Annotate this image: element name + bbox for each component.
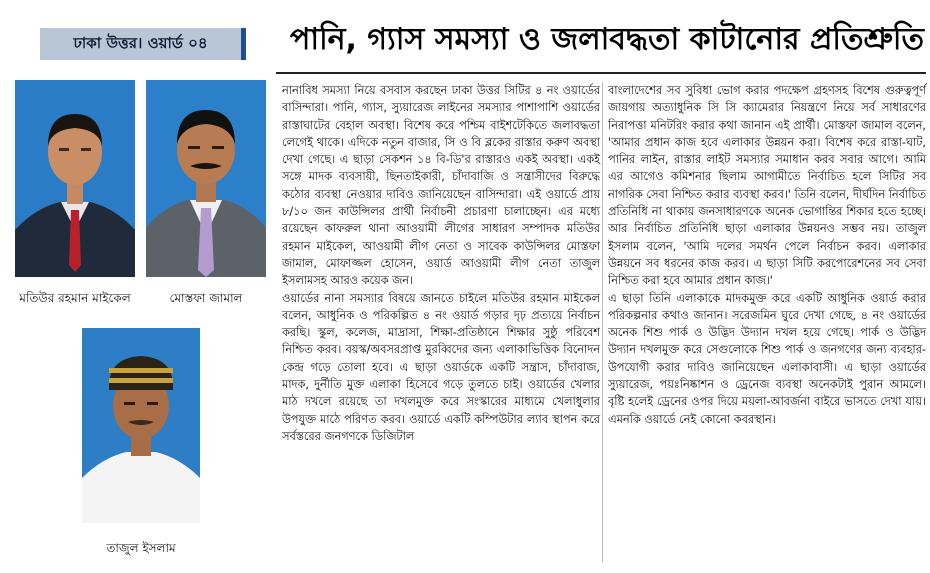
- section-tag: ঢাকা উত্তর। ওয়ার্ড ০৪: [40, 28, 246, 60]
- headline-rule: [276, 72, 926, 74]
- caption-photo-2: মোস্তফা জামাল: [169, 291, 243, 305]
- column-divider: [602, 82, 603, 562]
- article-paragraph: ওয়ার্ডের নানা সমস্যার বিষয়ে জানতে চাইলে মতিউর রহমান মাইকেল বলেন, আধুনিক ও পরিকল্পিত ৪ নং ওয়ার্ড গড়ার দৃঢ় প্রত্যয়ে নির্বাচন করছি। স্কুল, কলেজ, মাদ্রাসা, শিক্ষা-প্রতিষ্ঠানে শিক্ষার সুষ্ঠু পরিবেশ নিশ্চিত করব। বয়স্ক/অবসরপ্রাপ্ত মুরব্বিদের জন্য এলাকাভিত্তিক বিনোদন কেন্দ্র গড়ে তোলা হবে। এ ছাড়া ওয়ার্ডকে একটি সন্ত্রাস, চাঁদাবাজ, মাদক, দুর্নীতি মুক্ত এলাকা হিসেবে গড়ে তুলতে চাই। ওয়ার্ডের খেলার মাঠ দখলে রয়েছে তা দখলমুক্ত করে সংস্কারের মাধ্যমে খেলাধুলার উপযুক্ত মাঠে পরিণত করব। ওয়ার্ডে একটি কম্পিউটার ল্যাব স্থাপন করে সর্বস্তরের জনগণকে ডিজিটাল: [282, 291, 600, 443]
- photo-mostofa-jamal: [146, 80, 266, 277]
- article-column-1: [282, 82, 600, 445]
- photo-tajul-islam: [82, 328, 200, 523]
- article-column-2: [608, 82, 926, 428]
- portrait-1-graphic: [15, 80, 135, 277]
- headline: পানি, গ্যাস সমস্যা ও জলাবদ্ধতা কাটানোর প্রতিশ্রুতি: [290, 21, 924, 57]
- article-paragraph: বাংলাদেশের সব সুবিধা ভোগ করার পদক্ষেপ গ্রহণসহ বিশেষ গুরুত্বপূর্ণ জায়গায় অত্যাধুনিক সি সি ক্যামেরার নিয়ন্ত্রণে নিয়ে সর্ব সাধারণের নিরাপত্তা মনিটরিং করার কথা জানান এই প্রার্থী। মোস্তফা জামাল বলেন, 'আমার প্রধান কাজ হবে এলাকার উন্নয়ন করা। বিশেষ করে রাস্তা-ঘাট, পানির লাইন, রাস্তার লাইট সমস্যার সমাধান করব সবার আগে। আমি এর আগেও কমিশনার ছিলাম আগামীতে নির্বাচিত হলে সিটির সব নাগরিক সেবা নিশ্চিত করার ব্যবস্থা করব।' তিনি বলেন, দীর্ঘদিন নির্বাচিত প্রতিনিধি না থাকায় জনসাধারণকে অনেক ভোগান্তির শিকার হতে হচ্ছে। আর নির্বাচিত প্রতিনিধি ছাড়া এলাকার উন্নয়নও সম্ভব নয়। তাজুল ইসলাম বলেন, 'আমি দলের সমর্থন পেলে নির্বাচন করব। এলাকার উন্নয়নে সব ধরনের কাজ করব। এ ছাড়া সিটি করপোরেশনের সব সেবা নিশ্চিত করা হবে আমার প্রধান কাজ।': [608, 84, 926, 288]
- portrait-3-graphic: [82, 328, 200, 523]
- caption-photo-3: তাজুল ইসলাম: [106, 541, 176, 555]
- portrait-2-graphic: [146, 80, 266, 277]
- article-paragraph: এ ছাড়া তিনি এলাকাকে মাদকমুক্ত করে একটি আধুনিক ওয়ার্ড করার পরিকল্পনার কথাও জানান। সরেজমিন ঘুরে দেখা গেছে, ৪ নং ওয়ার্ডের অনেক শিশু পার্ক ও উদ্ভিদ উদ্যান দখল হয়ে গেছে। পার্ক ও উদ্ভিদ উদ্যান দখলমুক্ত করে সেগুলোকে শিশু পার্ক ও জনগণের জন্য ব্যবহার-উপযোগী করার দাবিও জানিয়েছেন এলাকাবাসী। এ ছাড়া ওয়ার্ডের স্যুয়ারেজ, পয়ঃনিষ্কাশন ও ড্রেনেজ ব্যবস্থা অনেকটাই পুরান আমলে। বৃষ্টি হলেই ড্রেনের ওপর দিয়ে ময়লা-আবর্জনা বাইরে ভাসতে দেখা যায়। এমনকি ওয়ার্ডে নেই কোনো কবরস্থান।: [608, 291, 926, 426]
- caption-photo-1: মতিউর রহমান মাইকেল: [19, 291, 131, 305]
- article-paragraph: নানাবিধ সমস্যা নিয়ে বসবাস করছেন ঢাকা উত্তর সিটির ৪ নং ওয়ার্ডের বাসিন্দারা। পানি, গ্যাস, স্যুয়ারেজ লাইনের সমস্যার পাশাপাশি ওয়ার্ডের রাস্তাঘাটের বেহাল অবস্থা। বিশেষ করে পশ্চিম বাইশটেকিতে জলাবদ্ধতা লেগেই থাকে। এদিকে নতুন বাজার, সি ও বি ব্লকের রাস্তার করুণ অবস্থা দেখা গেছে। এ ছাড়া সেকশন ১৪ বি-ডি'র রাস্তারও একই অবস্থা। একই সঙ্গে মাদক ব্যবসায়ী, ছিনতাইকারী, চাঁদাবাজি ও সন্ত্রাসীদের বিরুদ্ধে কঠোর ব্যবস্থা নেওয়ার দাবিও জানিয়েছেন বাসিন্দারা। এই ওয়ার্ডে প্রায় ৮/১০ জন কাউন্সিলর প্রার্থী নির্বাচনী প্রচারণা চালাচ্ছেন। এর মধ্যে রয়েছেন কাফরুল থানা আওয়ামী লীগের সাধারণ সম্পাদক মতিউর রহমান মাইকেল, আওয়ামী লীগ নেতা ও সাবেক কাউন্সিলর মোস্তফা জামাল, মোফাজ্জল হোসেন, ওয়ার্ড আওয়ামী লীগ নেতা তাজুল ইসলামসহ আরও কয়েক জন।: [282, 84, 600, 288]
- photo-motiur-rahman-michael: [15, 80, 135, 277]
